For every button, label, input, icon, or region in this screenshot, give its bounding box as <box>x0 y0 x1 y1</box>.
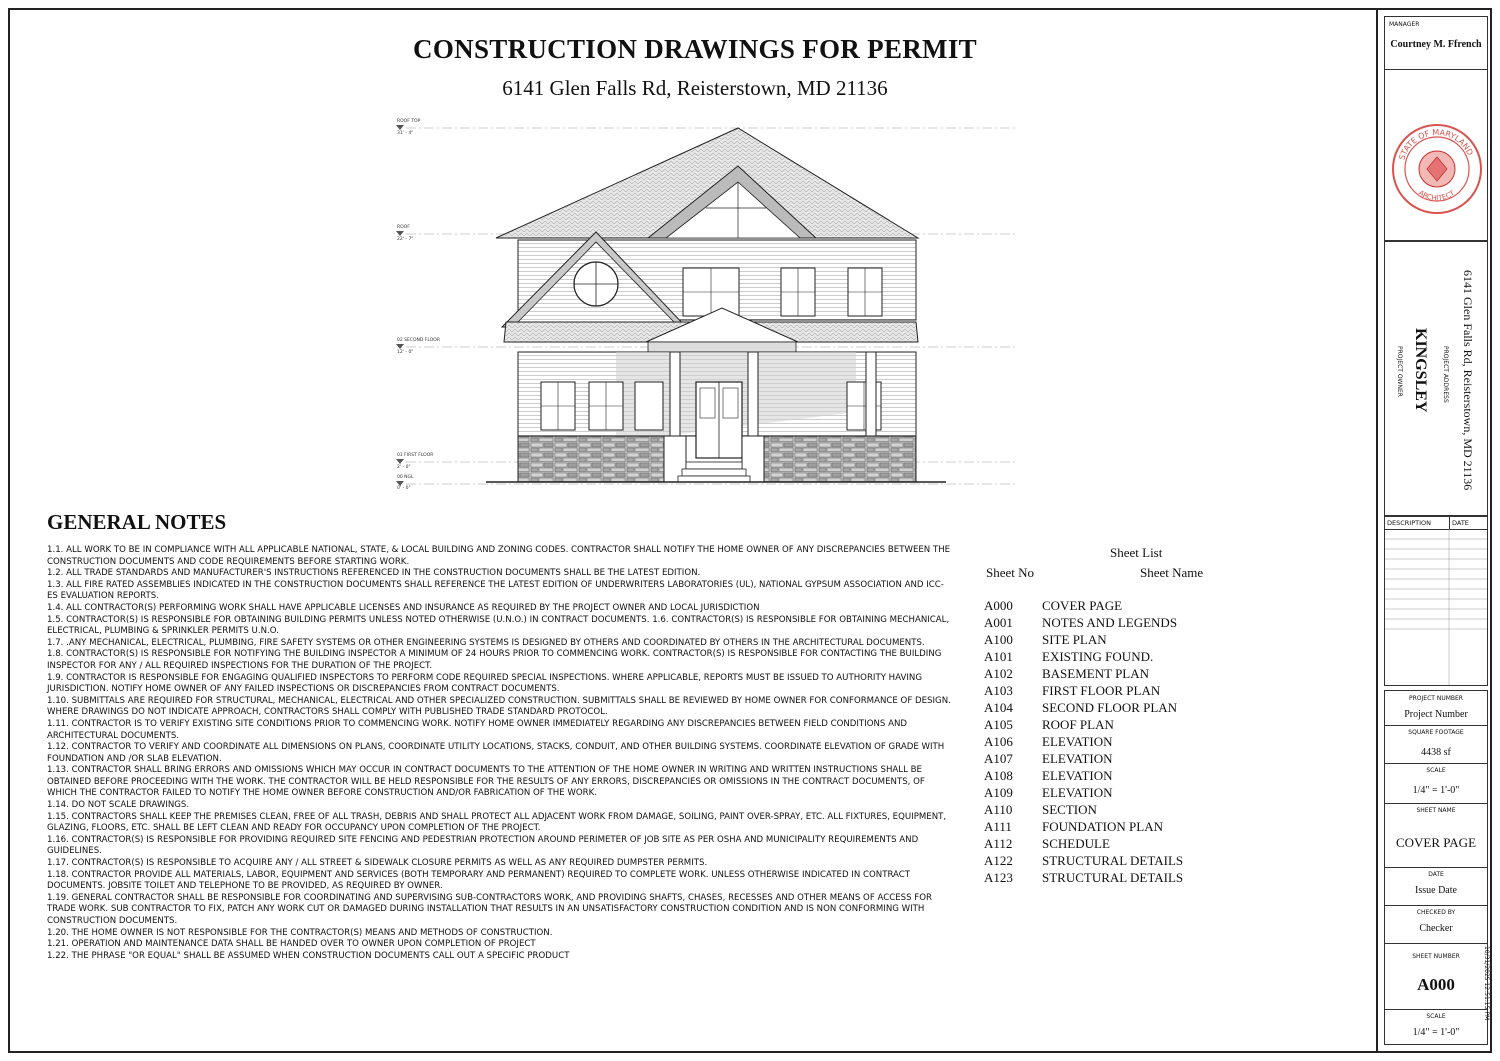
general-note: 1.12. CONTRACTOR TO VERIFY AND COORDINATE ALL DIMENSIONS ON PLANS, COORDINATE UTILITY LOCATIONS, STACKS, CONDUIT, AND OTHER BUILDING SYSTEMS. COORDINATE ELEVATION OF GRADE WITH FOUNDATION AND /OR SLAB ELEVATION. <box>47 742 945 764</box>
title-block <box>1376 8 1492 1053</box>
checked-by: Checker <box>1419 923 1453 934</box>
level-label: ROOF TOP <box>397 119 421 124</box>
sheet-name-cell: ELEVATION <box>1042 785 1113 800</box>
project-number: Project Number <box>1404 709 1468 720</box>
level-label: 00 NGL <box>397 475 414 480</box>
square-footage-label: SQUARE FOOTAGE <box>1408 729 1464 736</box>
sheet-number-cell: A102 <box>984 666 1013 681</box>
general-note: 1.22. THE PHRASE "OR EQUAL" SHALL BE ASSUMED WHEN CONSTRUCTION DOCUMENTS CALL OUT A SPECIFIC PRODUCT <box>47 950 570 961</box>
general-note: 1.19. GENERAL CONTRACTOR SHALL BE RESPONSIBLE FOR COORDINATING AND SUPERVISING SUB-CONTRACTORS WORK, AND PROVIDING SHAFTS, CHASES, RECESSES AND OTHER MEANS OF ACCESS FOR TRADE WORK. SUB CONTRACTOR TO FIX, PATCH ANY WORK CUT OR DAMAGED DURING INSTALLATION THAT RESULTS IN AN UNSATISFACTORY CONSTRUCTION CONDITION AND IS NON CONFORMING WITH CONSTRUCTION DOCUMENTS. <box>47 892 932 926</box>
front-elevation-drawing <box>386 112 1026 492</box>
general-note: 1.2. ALL TRADE STANDARDS AND MANUFACTURER'S INSTRUCTIONS REFERENCED IN THE CONSTRUCTION DOCUMENTS SHALL BE THE LATEST EDITION. <box>47 568 701 579</box>
sheet-list-row <box>984 717 1183 734</box>
general-note: 1.8. CONTRACTOR(S) IS RESPONSIBLE FOR NOTIFYING THE BUILDING INSPECTOR A MINIMUM OF 24 HOURS PRIOR TO COMMENCING WORK. CONTRACTOR(S) IS RESPONSIBLE FOR CONTACTING THE BUILDING INSPECTOR FOR ANY / ALL REQUIRED INSPECTIONS FOR THE DURATION OF THE PROJECT. <box>47 649 942 671</box>
sheet-list-row <box>984 649 1183 666</box>
sheet-name-cell: SECOND FLOOR PLAN <box>1042 700 1178 715</box>
sheet-list-row <box>984 683 1183 700</box>
sheet-number-cell: A111 <box>984 819 1012 834</box>
sheet-number-cell: A104 <box>984 700 1013 715</box>
sheet-name-cell: SITE PLAN <box>1042 632 1107 647</box>
general-note: 1.20. THE HOME OWNER IS NOT RESPONSIBLE FOR THE CONTRACTOR(S) MEANS AND METHODS OF CONSTRUCTION. <box>47 927 553 938</box>
sheet-name-header: Sheet Name <box>1140 565 1204 580</box>
sheet-list-row <box>984 632 1183 649</box>
sheet-list-row <box>984 853 1183 870</box>
sheet-list-row <box>984 598 1183 615</box>
level-label: 01 FIRST FLOOR <box>397 453 434 458</box>
sheet-name-cell: ELEVATION <box>1042 768 1113 783</box>
general-note: 1.10. SUBMITTALS ARE REQUIRED FOR STRUCTURAL, MECHANICAL, ELECTRICAL AND OTHER SPECIALIZED CONSTRUCTION. SUBMITTALS SHALL BE REVIEWED BY HOME OWNER FOR CONFORMANCE OF DESIGN. WHERE DRAWINGS DO NOT INDICATE APPROACH, CONTRACTORS SHALL COMPLY WITH PUBLISHED TRADE STANDARD PROTOCOL. <box>47 695 951 718</box>
scale2-label: SCALE <box>1426 1013 1446 1020</box>
sheet-number-cell: A001 <box>984 615 1013 630</box>
scale-value: 1/4" = 1'-0" <box>1412 785 1460 796</box>
general-note: 1.15. CONTRACTORS SHALL KEEP THE PREMISES CLEAN, FREE OF ALL TRASH, DEBRIS AND SHALL PROTECT ALL ADJACENT WORK FROM DAMAGE, SOILING, PAINT OVER-SPRAY, ETC. ALL FIXTURES, EQUIPMENT, GLAZING, FLOORS, ETC. SHALL BE LEFT CLEAN AND READY FOR OCCUPANCY UPON COMPLETION OF THE PROJECT. <box>47 811 947 834</box>
project-owner-label: PROJECT OWNER <box>1396 346 1403 397</box>
general-note: 1.1. ALL WORK TO BE IN COMPLIANCE WITH ALL APPLICABLE NATIONAL, STATE, & LOCAL BUILDING AND ZONING CODES. CONTRACTOR SHALL NOTIFY THE HOME OWNER OF ANY DISCREPANCIES BETWEEN THE CONSTRUCTION DOCUMENTS AND CODE REQUIREMENTS BEFORE STARTING WORK. <box>47 545 951 567</box>
level-elev: 12' - 0" <box>397 350 414 355</box>
checked-by-label: CHECKED BY <box>1416 909 1456 916</box>
level-elev: 2' - 0" <box>397 465 411 470</box>
project-owner-name: KINGSLEY <box>1412 328 1429 413</box>
sheet-name-cell: FOUNDATION PLAN <box>1042 819 1163 834</box>
sheet-number-cell: A000 <box>984 598 1013 613</box>
sheet-list-row <box>984 751 1183 768</box>
sheet-list-row <box>984 785 1183 802</box>
level-label: 02 SECOND FLOOR <box>397 338 440 343</box>
rev-description-header: DESCRIPTION <box>1385 517 1450 529</box>
project-address: 6141 Glen Falls Rd, Reisterstown, MD 21136 <box>502 76 888 100</box>
sheet-name-cell: COVER PAGE <box>1042 598 1123 613</box>
sheet-list-row <box>984 615 1183 632</box>
sheet-number-cell: A123 <box>984 870 1013 885</box>
scale2-value: 1/4" = 1'-0" <box>1412 1027 1460 1038</box>
general-note: 1.16. CONTRACTOR(S) IS RESPONSIBLE FOR PROVIDING REQUIRED SITE FENCING AND PEDESTRIAN PROTECTION AROUND PERIMETER OF JOB SITE AS PER OSHA AND MUNICIPALITY REQUIREMENTS AND GUIDELINES. <box>47 834 919 857</box>
general-note: 1.18. CONTRACTOR PROVIDE ALL MATERIALS, LABOR, EQUIPMENT AND SERVICES (BOTH TEMPORARY AND PERMANENT) REQUIRED TO COMPLETE WORK. UNLESS OTHERWISE INDICATED IN CONTRACT DOCUMENTS. JOBSITE TOILET AND TELEPHONE TO BE PROVIDED, AS REQUIRED BY OWNER. <box>47 869 911 892</box>
project-number-label: PROJECT NUMBER <box>1409 695 1463 702</box>
project-address-vertical: 6141 Glen Falls Rd, Reisterstown, MD 21136 <box>1461 270 1475 491</box>
sheet-number-cell: A110 <box>984 802 1013 817</box>
seal-text: STATE OF MARYLAND <box>1397 127 1475 162</box>
general-note: 1.3. ALL FIRE RATED ASSEMBLIES INDICATED IN THE CONSTRUCTION DOCUMENTS SHALL REFERENCE THE LATEST EDITION OF UNDERWRITERS LABORATORIES (UL), NATIONAL GYPSUM ASSOCIATION AND ICC-ES EVALUATION REPORTS. <box>47 579 944 602</box>
sheet-list-row <box>984 700 1183 717</box>
sheet-name-cell: ELEVATION <box>1042 751 1113 766</box>
sheet-list-table <box>984 598 1183 887</box>
sheet-list-row <box>984 836 1183 853</box>
rev-date-header: DATE <box>1452 519 1469 527</box>
general-note: 1.14. DO NOT SCALE DRAWINGS. <box>47 800 190 811</box>
sheet-number-cell: A106 <box>984 734 1013 749</box>
general-note: 1.17. CONTRACTOR(S) IS RESPONSIBLE TO ACQUIRE ANY / ALL STREET & SIDEWALK CLOSURE PERMITS AS WELL AS ANY REQUIRED DUMPSTER PERMITS. <box>47 858 708 869</box>
level-elev: 0' - 0" <box>397 486 411 491</box>
sheet-name-cell: NOTES AND LEGENDS <box>1042 615 1178 630</box>
print-timestamp: 10/31/2025 12:51:15 PM <box>1483 946 1490 1021</box>
issue-date: Issue Date <box>1415 885 1457 896</box>
sheet-name: COVER PAGE <box>1395 835 1477 850</box>
sheet-title: CONSTRUCTION DRAWINGS FOR PERMIT <box>413 34 977 64</box>
sheet-number-cell: A105 <box>984 717 1013 732</box>
sheet-name-cell: ELEVATION <box>1042 734 1113 749</box>
level-label: ROOF <box>397 225 410 230</box>
general-note: 1.4. ALL CONTRACTOR(S) PERFORMING WORK SHALL HAVE APPLICABLE LICENSES AND INSURANCE AS REQUIRED BY THE PROJECT OWNER AND LOCAL JURISDICTION <box>47 602 760 613</box>
sheet-info-box <box>1384 690 1488 1045</box>
manager-label: MANAGER <box>1389 21 1420 28</box>
sheet-no-header: Sheet No <box>986 565 1035 580</box>
architect-seal <box>1389 121 1485 217</box>
sheet-name-cell: FIRST FLOOR PLAN <box>1042 683 1161 698</box>
date-label: DATE <box>1428 871 1444 878</box>
general-note: 1.11. CONTRACTOR IS TO VERIFY EXISTING SITE CONDITIONS PRIOR TO COMMENCING WORK. NOTIFY HOME OWNER IMMEDIATELY REGARDING ANY DISCREPANCIES BETWEEN FIELD CONDITIONS AND ARCHITECTURAL DOCUMENTS. <box>47 718 907 741</box>
svg-text:ARCHITECT <box>1417 189 1457 203</box>
project-address-label: PROJECT ADDRESS <box>1442 346 1449 403</box>
sheet-number-cell: A122 <box>984 853 1013 868</box>
sheet-number-cell: A109 <box>984 785 1013 800</box>
general-note: 1.21. OPERATION AND MAINTENANCE DATA SHALL BE HANDED OVER TO OWNER UPON COMPLETION OF PROJECT <box>47 939 536 950</box>
sheet-list-row <box>984 870 1183 887</box>
sheet-name-cell: ROOF PLAN <box>1042 717 1114 732</box>
sheet-number-cell: A112 <box>984 836 1013 851</box>
revision-box <box>1384 516 1488 686</box>
square-footage: 4438 sf <box>1421 747 1451 758</box>
sheet-name-cell: EXISTING FOUND. <box>1042 649 1154 664</box>
sheet-number-cell: A108 <box>984 768 1013 783</box>
general-notes-heading: GENERAL NOTES <box>47 510 227 534</box>
sheet-name-cell: STRUCTURAL DETAILS <box>1042 870 1184 885</box>
sheet-number-cell: A100 <box>984 632 1013 647</box>
level-elev: 31' - 4" <box>397 131 414 136</box>
sheet-list-row <box>984 666 1183 683</box>
scale-label: SCALE <box>1426 767 1446 774</box>
sheet-name-cell: SECTION <box>1042 802 1097 817</box>
sheet-number-label: SHEET NUMBER <box>1412 953 1460 960</box>
sheet-number-cell: A101 <box>984 649 1013 664</box>
sheet-list-row <box>984 802 1183 819</box>
revision-grid <box>1385 529 1487 685</box>
seal-bottom-text: ARCHITECT <box>1417 188 1457 203</box>
sheet-list-row <box>984 768 1183 785</box>
sheet-list-row <box>984 819 1183 836</box>
general-notes-list <box>47 545 952 962</box>
sheet-list-row <box>984 734 1183 751</box>
general-note: 1.5. CONTRACTOR(S) IS RESPONSIBLE FOR OBTAINING BUILDING PERMITS UNLESS NOTED OTHERWISE (U.N.O.) IN CONTRACT DOCUMENTS. 1.6. CONTRACTOR(S) IS RESPONSIBLE FOR OBTAINING MECHANICAL, ELECTRICAL, PLUMBING & SPRINKLER PERMITS U.N.O. <box>47 614 950 637</box>
general-note: 1.9. CONTRACTOR IS RESPONSIBLE FOR ENGAGING QUALIFIED INSPECTORS TO PERFORM CODE REQUIRED SPECIAL INSPECTIONS. WHERE APPLICABLE, REPORTS MUST BE ISSUED TO AUTHORITY HAVING JURISDICTION. NOTIFY HOME OWNER OF ANY FAILED INSPECTIONS OR DISCREPANCIES FROM CONTRACT DOCUMENTS. <box>47 672 922 695</box>
sheet-number-cell: A107 <box>984 751 1013 766</box>
general-note: 1.13. CONTRACTOR SHALL BRING ERRORS AND OMISSIONS WHICH MAY OCCUR IN CONTRACT DOCUMENTS TO THE ATTENTION OF THE HOME OWNER IN WRITING AND WRITTEN INSTRUCTIONS SHALL BE OBTAINED BEFORE PROCEEDING WITH THE WORK. THE CONTRACTOR WILL BE HELD RESPONSIBLE FOR THE RESULTS OF ANY ERRORS, DISCREPANCIES OR OMISSIONS IN THE CONTRACT DOCUMENTS, OF WHICH THE CONTRACTOR FAILED TO NOTIFY THE HOME OWNER BEFORE CONSTRUCTION AND/OR FABRICATION OF THE WORK. <box>47 765 925 799</box>
project-info-box <box>1384 241 1488 516</box>
sheet-number-cell: A103 <box>984 683 1013 698</box>
sheet-name-cell: BASEMENT PLAN <box>1042 666 1150 681</box>
general-note: 1.7. .ANY MECHANICAL, ELECTRICAL, PLUMBING, FIRE SAFETY SYSTEMS OR OTHER ENGINEERING SYSTEMS IS DESIGNED BY OTHERS AND COORDINATED BY OTHERS IN THE ARCHITECTURAL DOCUMENTS. <box>47 637 925 648</box>
sheet-name-cell: SCHEDULE <box>1042 836 1110 851</box>
manager-box <box>1384 16 1488 241</box>
sheet-name-cell: STRUCTURAL DETAILS <box>1042 853 1184 868</box>
sheet-list-title: Sheet List <box>1110 545 1163 560</box>
level-elev: 22' - 7" <box>397 237 414 242</box>
manager-name: Courtney M. Ffrench <box>1390 39 1482 50</box>
sheet-name-label: SHEET NAME <box>1416 807 1456 814</box>
sheet-number: A000 <box>1417 975 1455 994</box>
